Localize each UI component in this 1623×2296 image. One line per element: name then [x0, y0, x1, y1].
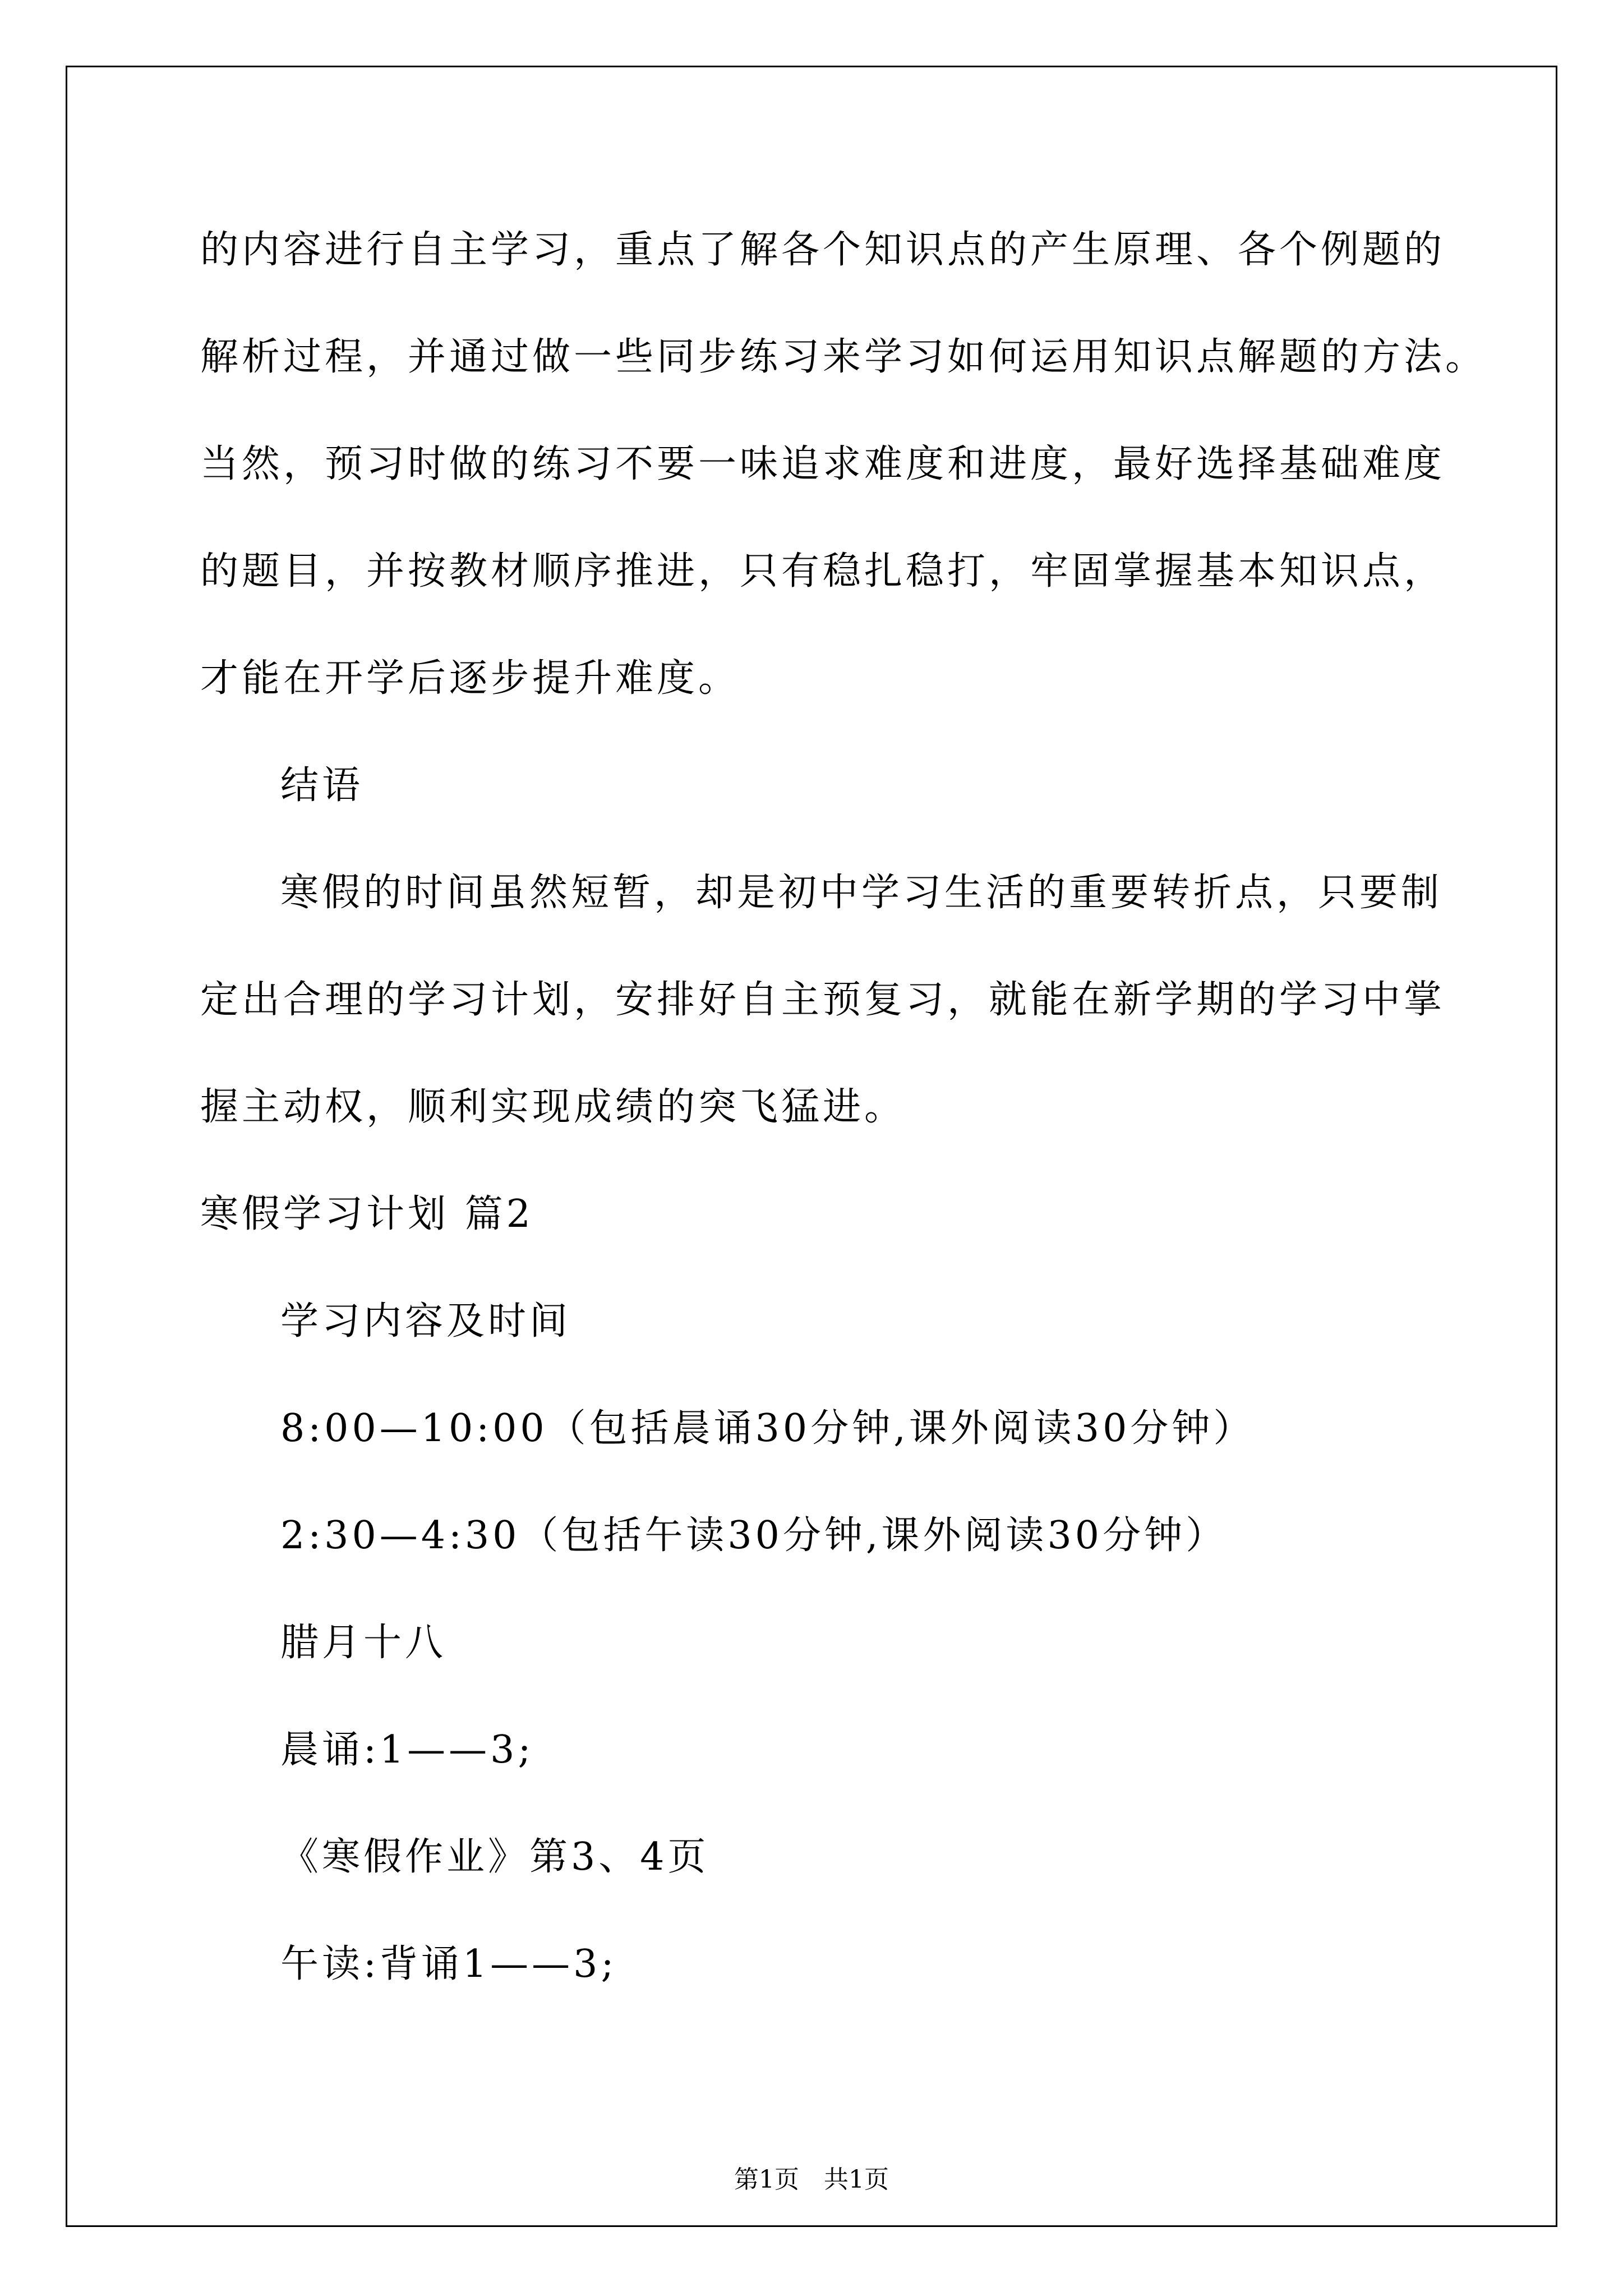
body-line-8: 定出合理的学习计划，安排好自主预复习，就能在新学期的学习中掌 [200, 978, 1446, 1022]
task-afternoon-reading: 午读:背诵1——3; [280, 1942, 617, 1986]
page-frame [66, 66, 1557, 2227]
body-line-1: 的内容进行自主学习，重点了解各个知识点的产生原理、各个例题的 [200, 228, 1446, 272]
section-heading-conclusion: 结语 [280, 763, 364, 808]
date-heading: 腊月十八 [280, 1621, 447, 1665]
body-line-2: 解析过程，并通过做一些同步练习来学习如何运用知识点解题的方法。 [200, 335, 1487, 379]
body-line-9: 握主动权，顺利实现成绩的突飞猛进。 [200, 1085, 906, 1129]
schedule-afternoon: 2:30—4:30（包括午读30分钟,课外阅读30分钟） [280, 1513, 1228, 1558]
body-line-7: 寒假的时间虽然短暂，却是初中学习生活的重要转折点，只要制 [280, 871, 1443, 915]
body-line-3: 当然，预习时做的练习不要一味追求难度和进度，最好选择基础难度 [200, 442, 1446, 486]
article-title: 寒假学习计划 篇2 [200, 1192, 534, 1236]
task-homework: 《寒假作业》第3、4页 [280, 1835, 709, 1879]
schedule-morning: 8:00—10:00（包括晨诵30分钟,课外阅读30分钟） [280, 1406, 1255, 1451]
section-heading-content-time: 学习内容及时间 [280, 1299, 571, 1343]
task-morning-recitation: 晨诵:1——3; [280, 1728, 534, 1772]
body-line-5: 才能在开学后逐步提升难度。 [200, 656, 740, 701]
page-footer: 第1页 共1页 [734, 2165, 889, 2194]
body-line-4: 的题目，并按教材顺序推进，只有稳扎稳打，牢固掌握基本知识点， [200, 549, 1446, 593]
